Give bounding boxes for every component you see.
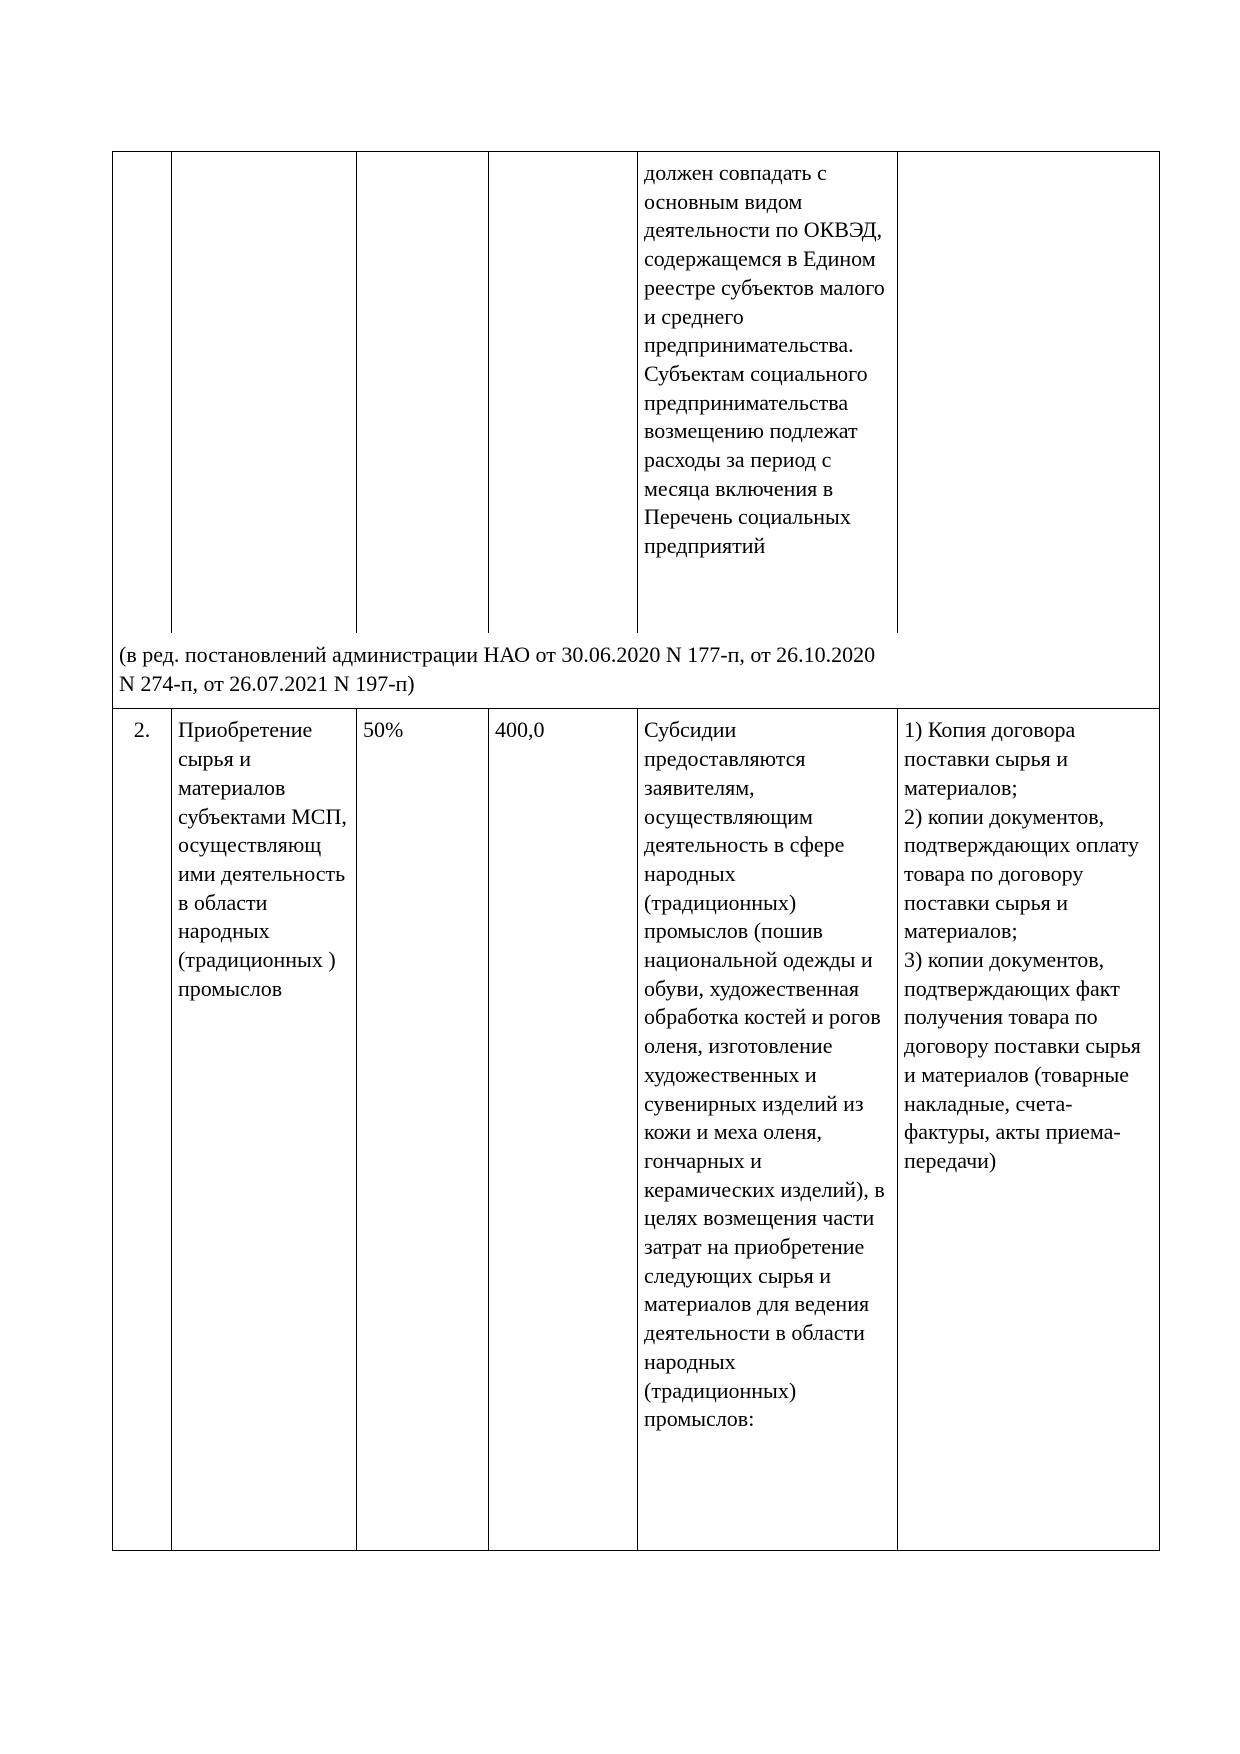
cell-amount: 400,0 <box>489 709 638 1551</box>
table-row <box>113 709 1160 1551</box>
cell-documents <box>898 152 1160 634</box>
cell-number <box>113 152 172 634</box>
cell-conditions: Субсидии предоставляются заявителям, осуществляющим деятельность в сфере народных (традиционных) промыслов (пошив национальной одежды и обуви, художественная обработка костей и рогов оленя, изготовление художественных и сувенирных изделий из кожи и меха оленя, гончарных и керамических изделий), в целях возмещения части затрат на приобретение следующих сырья и материалов для ведения деятельности в области народных (традиционных) промыслов: <box>638 709 898 1551</box>
cell-number: 2. <box>113 709 172 1551</box>
cell-conditions: должен совпадать с основным видом деятельности по ОКВЭД, содержащемся в Едином реестре субъектов малого и среднего предпринимательства. Субъектам социального предпринимательства возмещению подлежат расходы за период с месяца включения в Перечень социальных предприятий <box>638 152 898 634</box>
cell-percent <box>357 152 489 634</box>
cell-name <box>172 152 357 634</box>
cell-amount <box>489 152 638 634</box>
cell-name: Приобретение сырья и материалов субъектами МСП, осуществляющ ими деятельность в области народных (традиционных ) промыслов <box>172 709 357 1551</box>
amendment-note-row <box>113 633 1160 709</box>
cell-documents: 1) Копия договора поставки сырья и материалов; 2) копии документов, подтверждающих оплату товара по договору поставки сырья и материалов; 3) копии документов, подтверждающих факт получения товара по договору поставки сырья и материалов (товарные накладные, счета-фактуры, акты приема-передачи) <box>898 709 1160 1551</box>
cell-percent: 50% <box>357 709 489 1551</box>
amendment-note: (в ред. постановлений администрации НАО от 30.06.2020 N 177-п, от 26.10.2020 N 274-п, от 26.07.2021 N 197-п) <box>113 633 1160 709</box>
subsidy-table <box>112 151 1160 1551</box>
table-row-continued <box>113 152 1160 634</box>
